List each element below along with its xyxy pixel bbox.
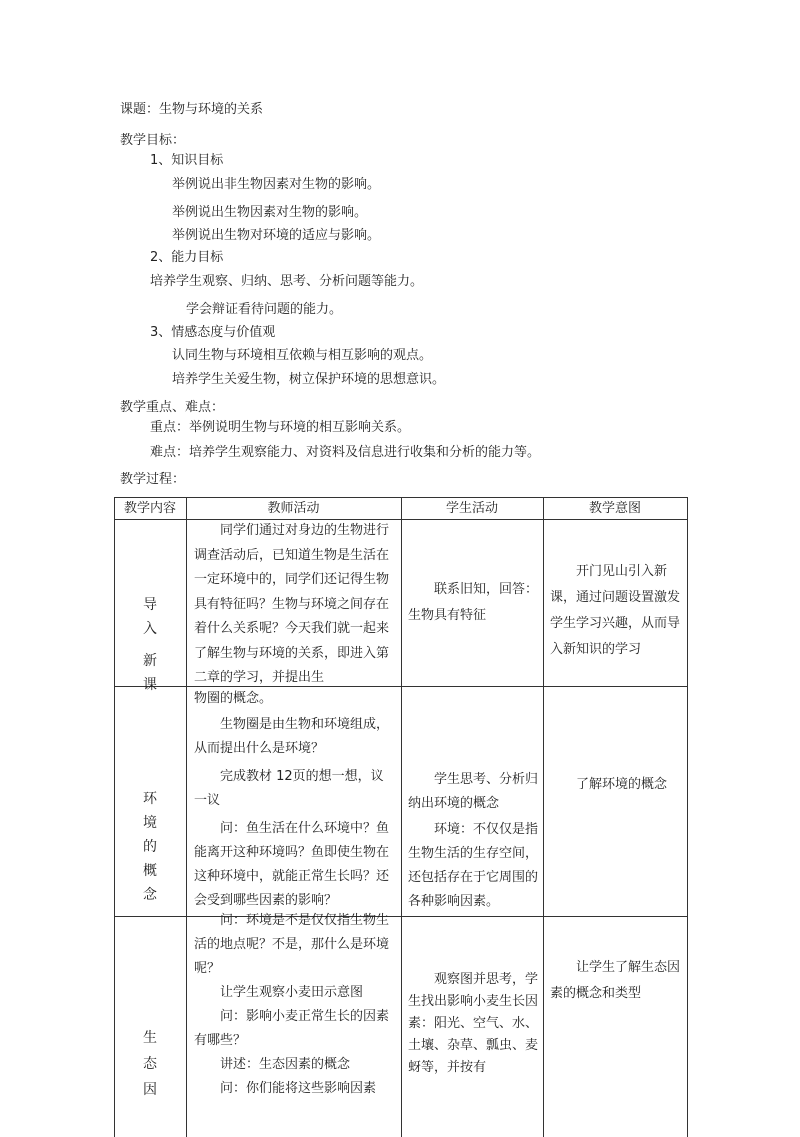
table-border <box>186 497 187 1137</box>
ability-item: 学会辩证看待问题的能力。 <box>186 302 343 317</box>
process-table <box>114 497 688 1137</box>
student-activity: 学生思考、分析归纳出环境的概念 环境：不仅仅是指生物生活的生存空间，还包括存在于它周围的各种影响因素。 <box>408 772 539 909</box>
teacher-activity: 问：环境是不是仅仅指生物生活的地点呢？不是，那什么是环境呢？ 让学生观察小麦田示意图 问：影响小麦正常生长的因素有哪些？ 讲述：生态因素的概念 问：你们能将这些影响因素 <box>194 913 390 1096</box>
process-heading: 教学过程： <box>120 472 186 487</box>
lesson-title: 课题：生物与环境的关系 <box>120 102 264 117</box>
table-border <box>114 497 115 1137</box>
objectives-heading: 教学目标： <box>120 133 186 148</box>
teaching-intent: 让学生了解生态因素的概念和类型 <box>550 960 681 1001</box>
key-point: 重点：举例说明生物与环境的相互影响关系。 <box>150 420 411 435</box>
knowledge-item: 举例说出生物因素对生物的影响。 <box>172 205 368 220</box>
emotion-heading: 3、情感态度与价值观 <box>150 325 276 340</box>
teaching-intent: 了解环境的概念 <box>576 777 668 792</box>
emotion-item: 培养学生关爱生物，树立保护环境的思想意识。 <box>172 372 446 387</box>
keypoints-heading: 教学重点、难点： <box>120 400 225 415</box>
column-header: 学生活动 <box>445 501 498 516</box>
table-border <box>687 497 688 1137</box>
emotion-item: 认同生物与环境相互依赖与相互影响的观点。 <box>172 348 433 363</box>
ability-item: 培养学生观察、归纳、思考、分析问题等能力。 <box>150 274 424 289</box>
student-activity: 联系旧知，回答：生物具有特征 <box>408 582 539 623</box>
table-border <box>401 497 402 1137</box>
column-header: 教学内容 <box>123 501 176 516</box>
knowledge-item: 举例说出生物对环境的适应与影响。 <box>172 228 381 243</box>
teacher-activity: 物圈的概念。 生物圈是由生物和环境组成，从而提出什么是环境？ 完成教材 12页的想一想，议一议 问：鱼生活在什么环境中？鱼能离开这种环境吗？鱼即使生物在这种环境中，就能正常生长吗？还会受到哪些因素的影响？ <box>194 691 390 908</box>
teacher-activity: 同学们通过对身边的生物进行调查活动后，已知道生物是生活在一定环境中的，同学们还记得生物具有特征吗？生物与环境之间存在着什么关系呢？今天我们就一起来了解生物与环境的关系，即进入第二章的学习，并提出生 <box>194 523 390 685</box>
difficult-point: 难点：培养学生观察能力、对资料及信息进行收集和分析的能力等。 <box>150 445 541 460</box>
student-activity: 观察图并思考，学生找出影响小麦生长因素：阳光、空气、水、土壤、杂草、瓢虫、麦蚜等，并按有 <box>408 972 539 1075</box>
row-label-environment-concept: 环 境 的 概 念 <box>143 791 157 903</box>
row-label-ecological-factors: 生 态 因 <box>143 1030 157 1098</box>
teaching-intent: 开门见山引入新课，通过问题设置激发学生学习兴趣，从而导入新知识的学习 <box>550 564 681 657</box>
column-header: 教学意图 <box>588 501 641 516</box>
column-header: 教师活动 <box>267 501 320 516</box>
knowledge-item: 举例说出非生物因素对生物的影响。 <box>172 177 381 192</box>
table-border <box>543 497 544 1137</box>
table-border <box>114 497 688 498</box>
row-label-intro: 导 入 新 课 <box>143 597 157 693</box>
ability-heading: 2、能力目标 <box>150 250 224 265</box>
knowledge-heading: 1、知识目标 <box>150 153 224 168</box>
